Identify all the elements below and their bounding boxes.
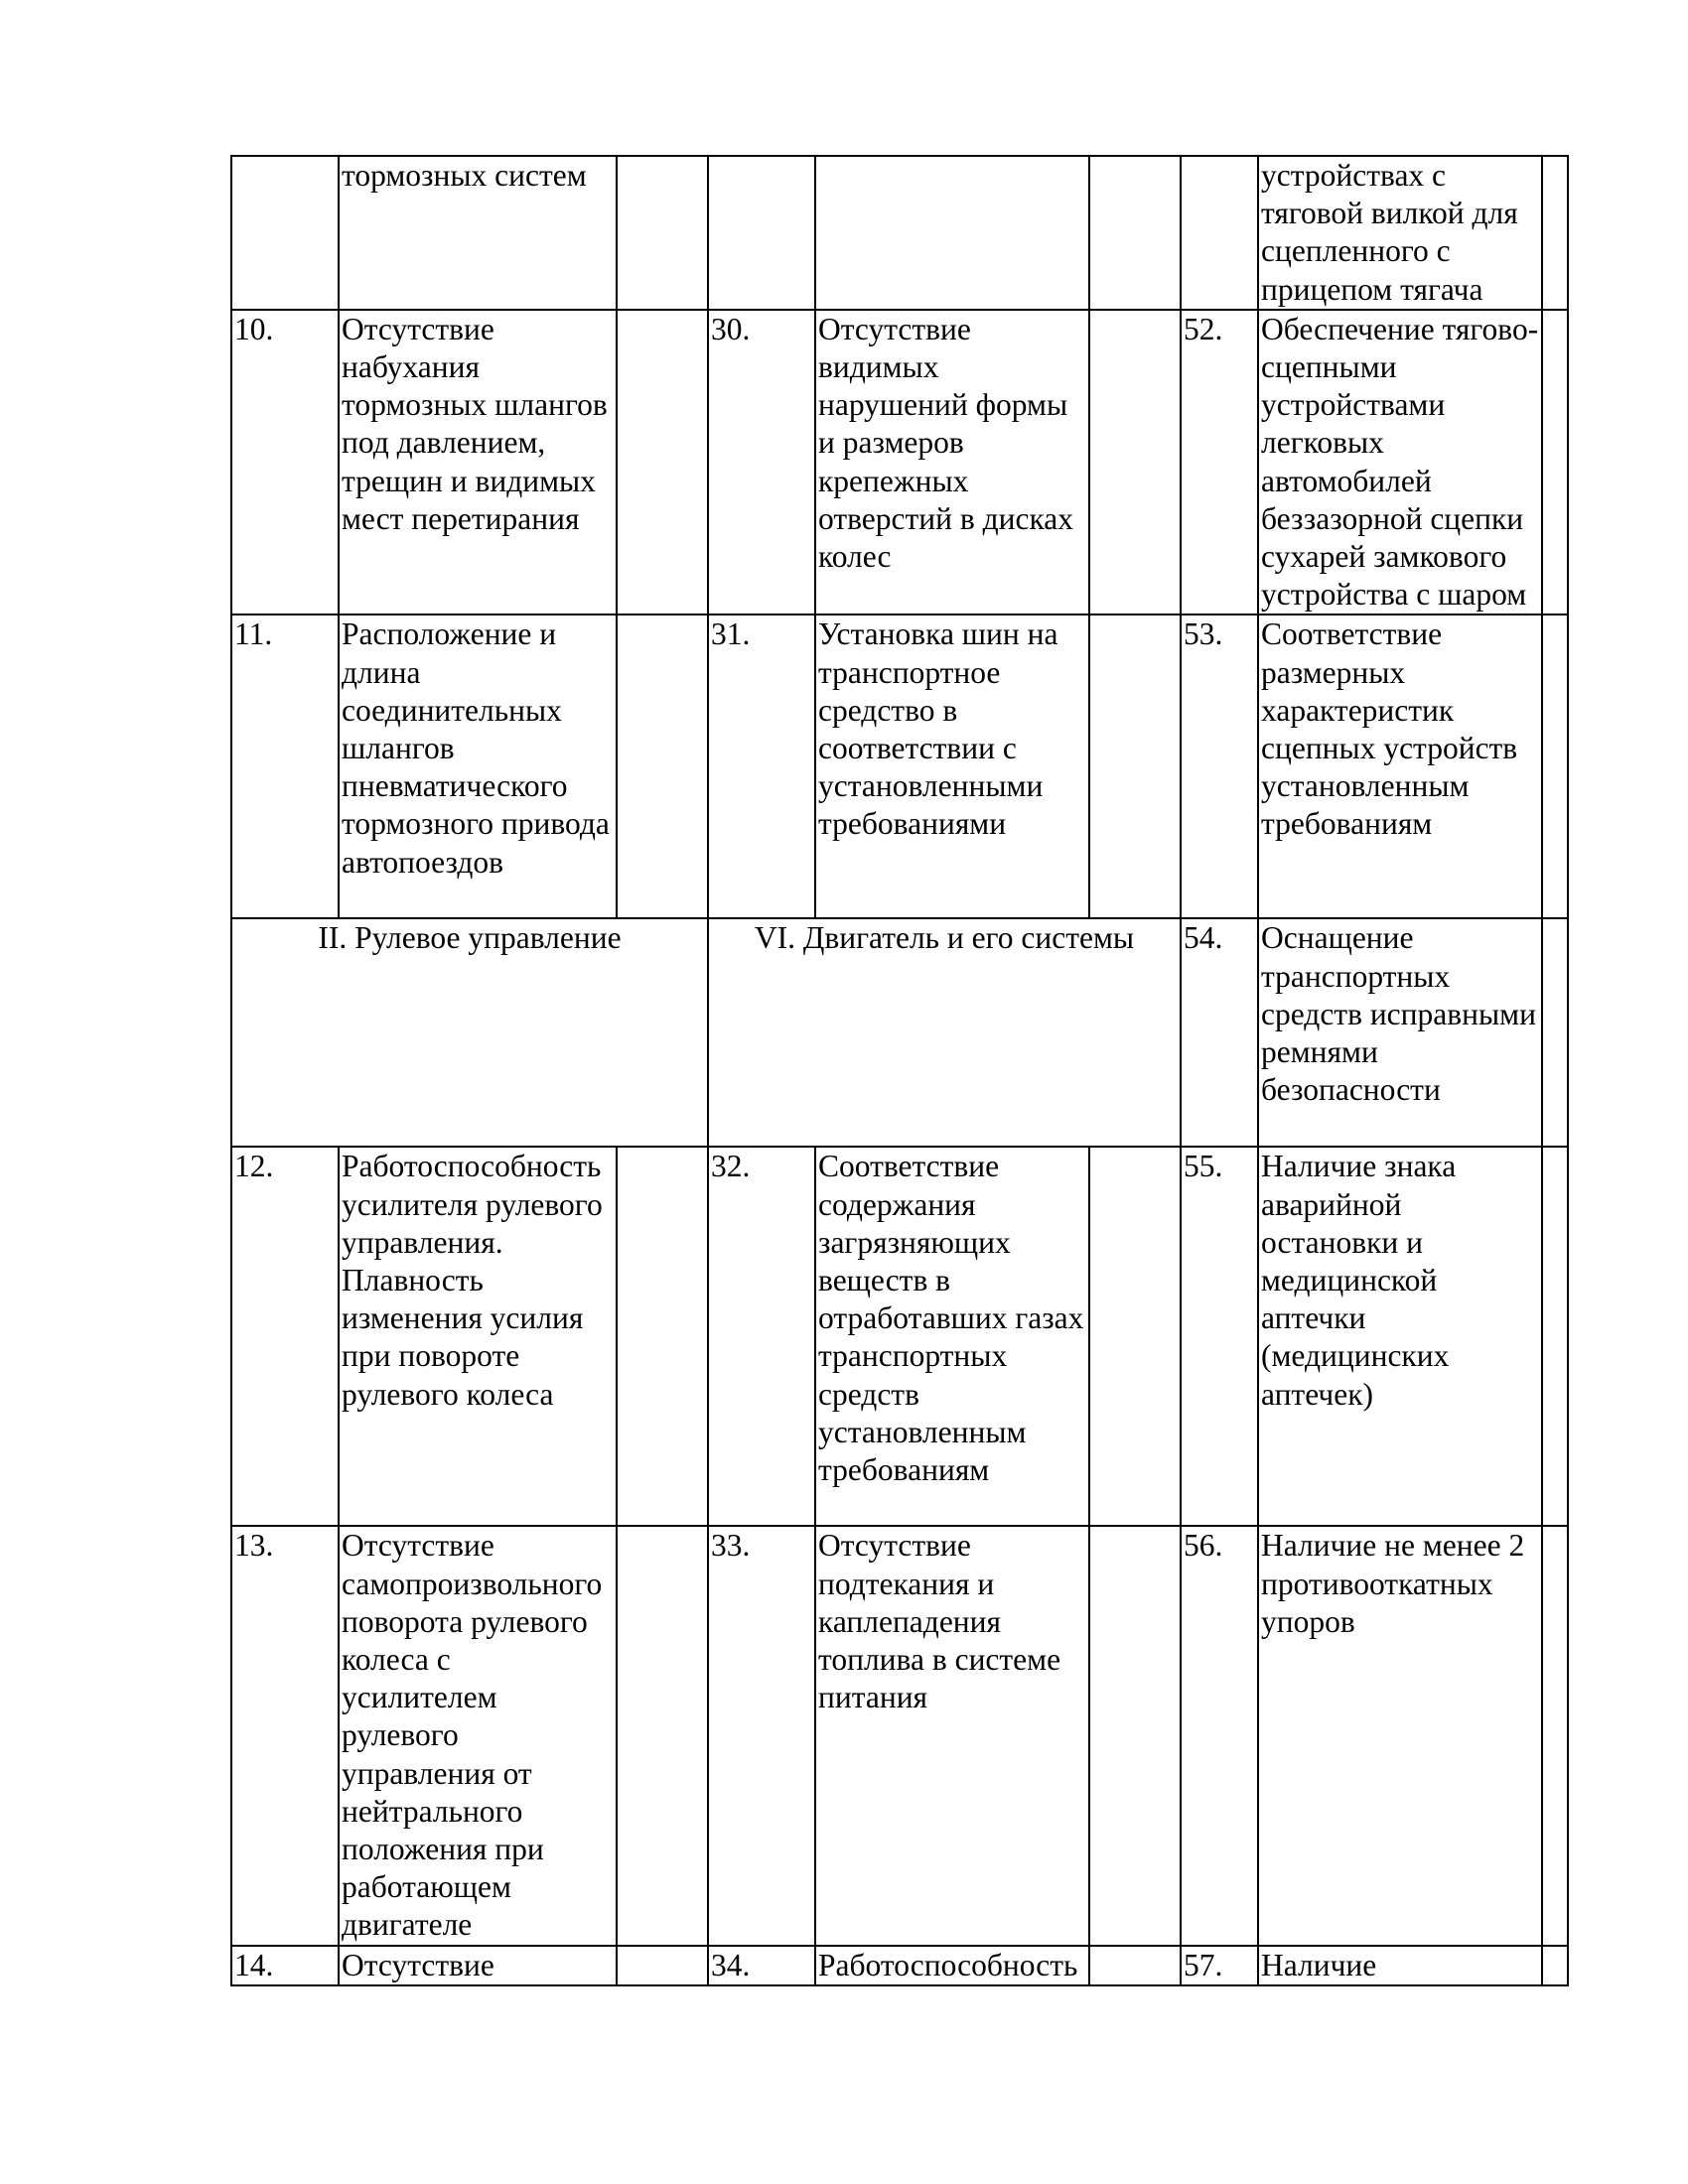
mark-cell xyxy=(1089,310,1181,615)
item-number-cell: 54. xyxy=(1181,918,1258,1147)
item-number-cell: 30. xyxy=(708,310,815,615)
mark-cell xyxy=(1542,1946,1568,1985)
item-text-cell: Наличие знака аварийной остановки и медицинской аптечки (медицинских аптечек) xyxy=(1258,1147,1542,1526)
section-heading-steering: II. Рулевое управление xyxy=(231,918,708,1147)
mark-cell xyxy=(1089,1147,1181,1526)
table-row xyxy=(231,614,1568,918)
item-text-cell: Отсутствие самопроизвольного поворота рулевого колеса с усилителем рулевого управления от нейтрального положения при работающем двигателе xyxy=(339,1526,617,1945)
mark-cell xyxy=(1542,918,1568,1147)
item-text-cell: Наличие xyxy=(1258,1946,1542,1985)
item-text-cell: Установка шин на транспортное средство в соответствии с установленными требованиями xyxy=(815,614,1089,918)
mark-cell xyxy=(617,310,708,615)
section-row xyxy=(231,918,1568,1147)
item-number-cell: 56. xyxy=(1181,1526,1258,1945)
item-text-cell: устройствах с тяговой вилкой для сцепленного с прицепом тягача xyxy=(1258,156,1542,310)
item-text-cell: Работоспособность усилителя рулевого управления. Плавность изменения усилия при повороте рулевого колеса xyxy=(339,1147,617,1526)
item-text-cell: Отсутствие xyxy=(339,1946,617,1985)
item-number-cell: 31. xyxy=(708,614,815,918)
item-text-cell: Обеспечение тягово-сцепными устройствами легковых автомобилей беззазорной сцепки сухарей замкового устройства с шаром xyxy=(1258,310,1542,615)
item-number-cell: 32. xyxy=(708,1147,815,1526)
item-text-cell: Отсутствие видимых нарушений формы и размеров крепежных отверстий в дисках колес xyxy=(815,310,1089,615)
item-number-cell: 33. xyxy=(708,1526,815,1945)
inspection-checklist-table xyxy=(230,155,1569,1986)
item-number-cell: 12. xyxy=(231,1147,339,1526)
item-number-cell: 11. xyxy=(231,614,339,918)
item-text-cell xyxy=(815,156,1089,310)
item-text-cell: Отсутствие подтекания и каплепадения топлива в системе питания xyxy=(815,1526,1089,1945)
mark-cell xyxy=(1542,1147,1568,1526)
mark-cell xyxy=(617,156,708,310)
mark-cell xyxy=(1542,156,1568,310)
item-number-cell: 57. xyxy=(1181,1946,1258,1985)
item-text-cell: тормозных систем xyxy=(339,156,617,310)
mark-cell xyxy=(617,1946,708,1985)
mark-cell xyxy=(617,1147,708,1526)
mark-cell xyxy=(1089,614,1181,918)
item-text-cell: Расположение и длина соединительных шлангов пневматического тормозного привода автопоездов xyxy=(339,614,617,918)
mark-cell xyxy=(617,1526,708,1945)
item-number-cell: 52. xyxy=(1181,310,1258,615)
item-number-cell: 34. xyxy=(708,1946,815,1985)
item-text-cell: Наличие не менее 2 противооткатных упоров xyxy=(1258,1526,1542,1945)
item-text-cell: Отсутствие набухания тормозных шлангов под давлением, трещин и видимых мест перетирания xyxy=(339,310,617,615)
item-text-cell: Соответствие размерных характеристик сцепных устройств установленным требованиям xyxy=(1258,614,1542,918)
item-text-cell: Оснащение транспортных средств исправными ремнями безопасности xyxy=(1258,918,1542,1147)
mark-cell xyxy=(1542,1526,1568,1945)
item-text-cell: Соответствие содержания загрязняющих веществ в отработавших газах транспортных средств установленным требованиям xyxy=(815,1147,1089,1526)
item-number-cell xyxy=(708,156,815,310)
mark-cell xyxy=(1089,156,1181,310)
section-heading-engine: VI. Двигатель и его системы xyxy=(708,918,1181,1147)
mark-cell xyxy=(1542,614,1568,918)
table-row xyxy=(231,1147,1568,1526)
mark-cell xyxy=(1542,310,1568,615)
item-number-cell: 10. xyxy=(231,310,339,615)
table-row xyxy=(231,310,1568,615)
item-text-cell: Работоспособность xyxy=(815,1946,1089,1985)
item-number-cell: 55. xyxy=(1181,1147,1258,1526)
table-row xyxy=(231,156,1568,310)
table-row xyxy=(231,1526,1568,1945)
item-number-cell xyxy=(231,156,339,310)
mark-cell xyxy=(617,614,708,918)
item-number-cell: 13. xyxy=(231,1526,339,1945)
item-number-cell: 53. xyxy=(1181,614,1258,918)
item-number-cell: 14. xyxy=(231,1946,339,1985)
table-row xyxy=(231,1946,1568,1985)
item-number-cell xyxy=(1181,156,1258,310)
mark-cell xyxy=(1089,1946,1181,1985)
mark-cell xyxy=(1089,1526,1181,1945)
